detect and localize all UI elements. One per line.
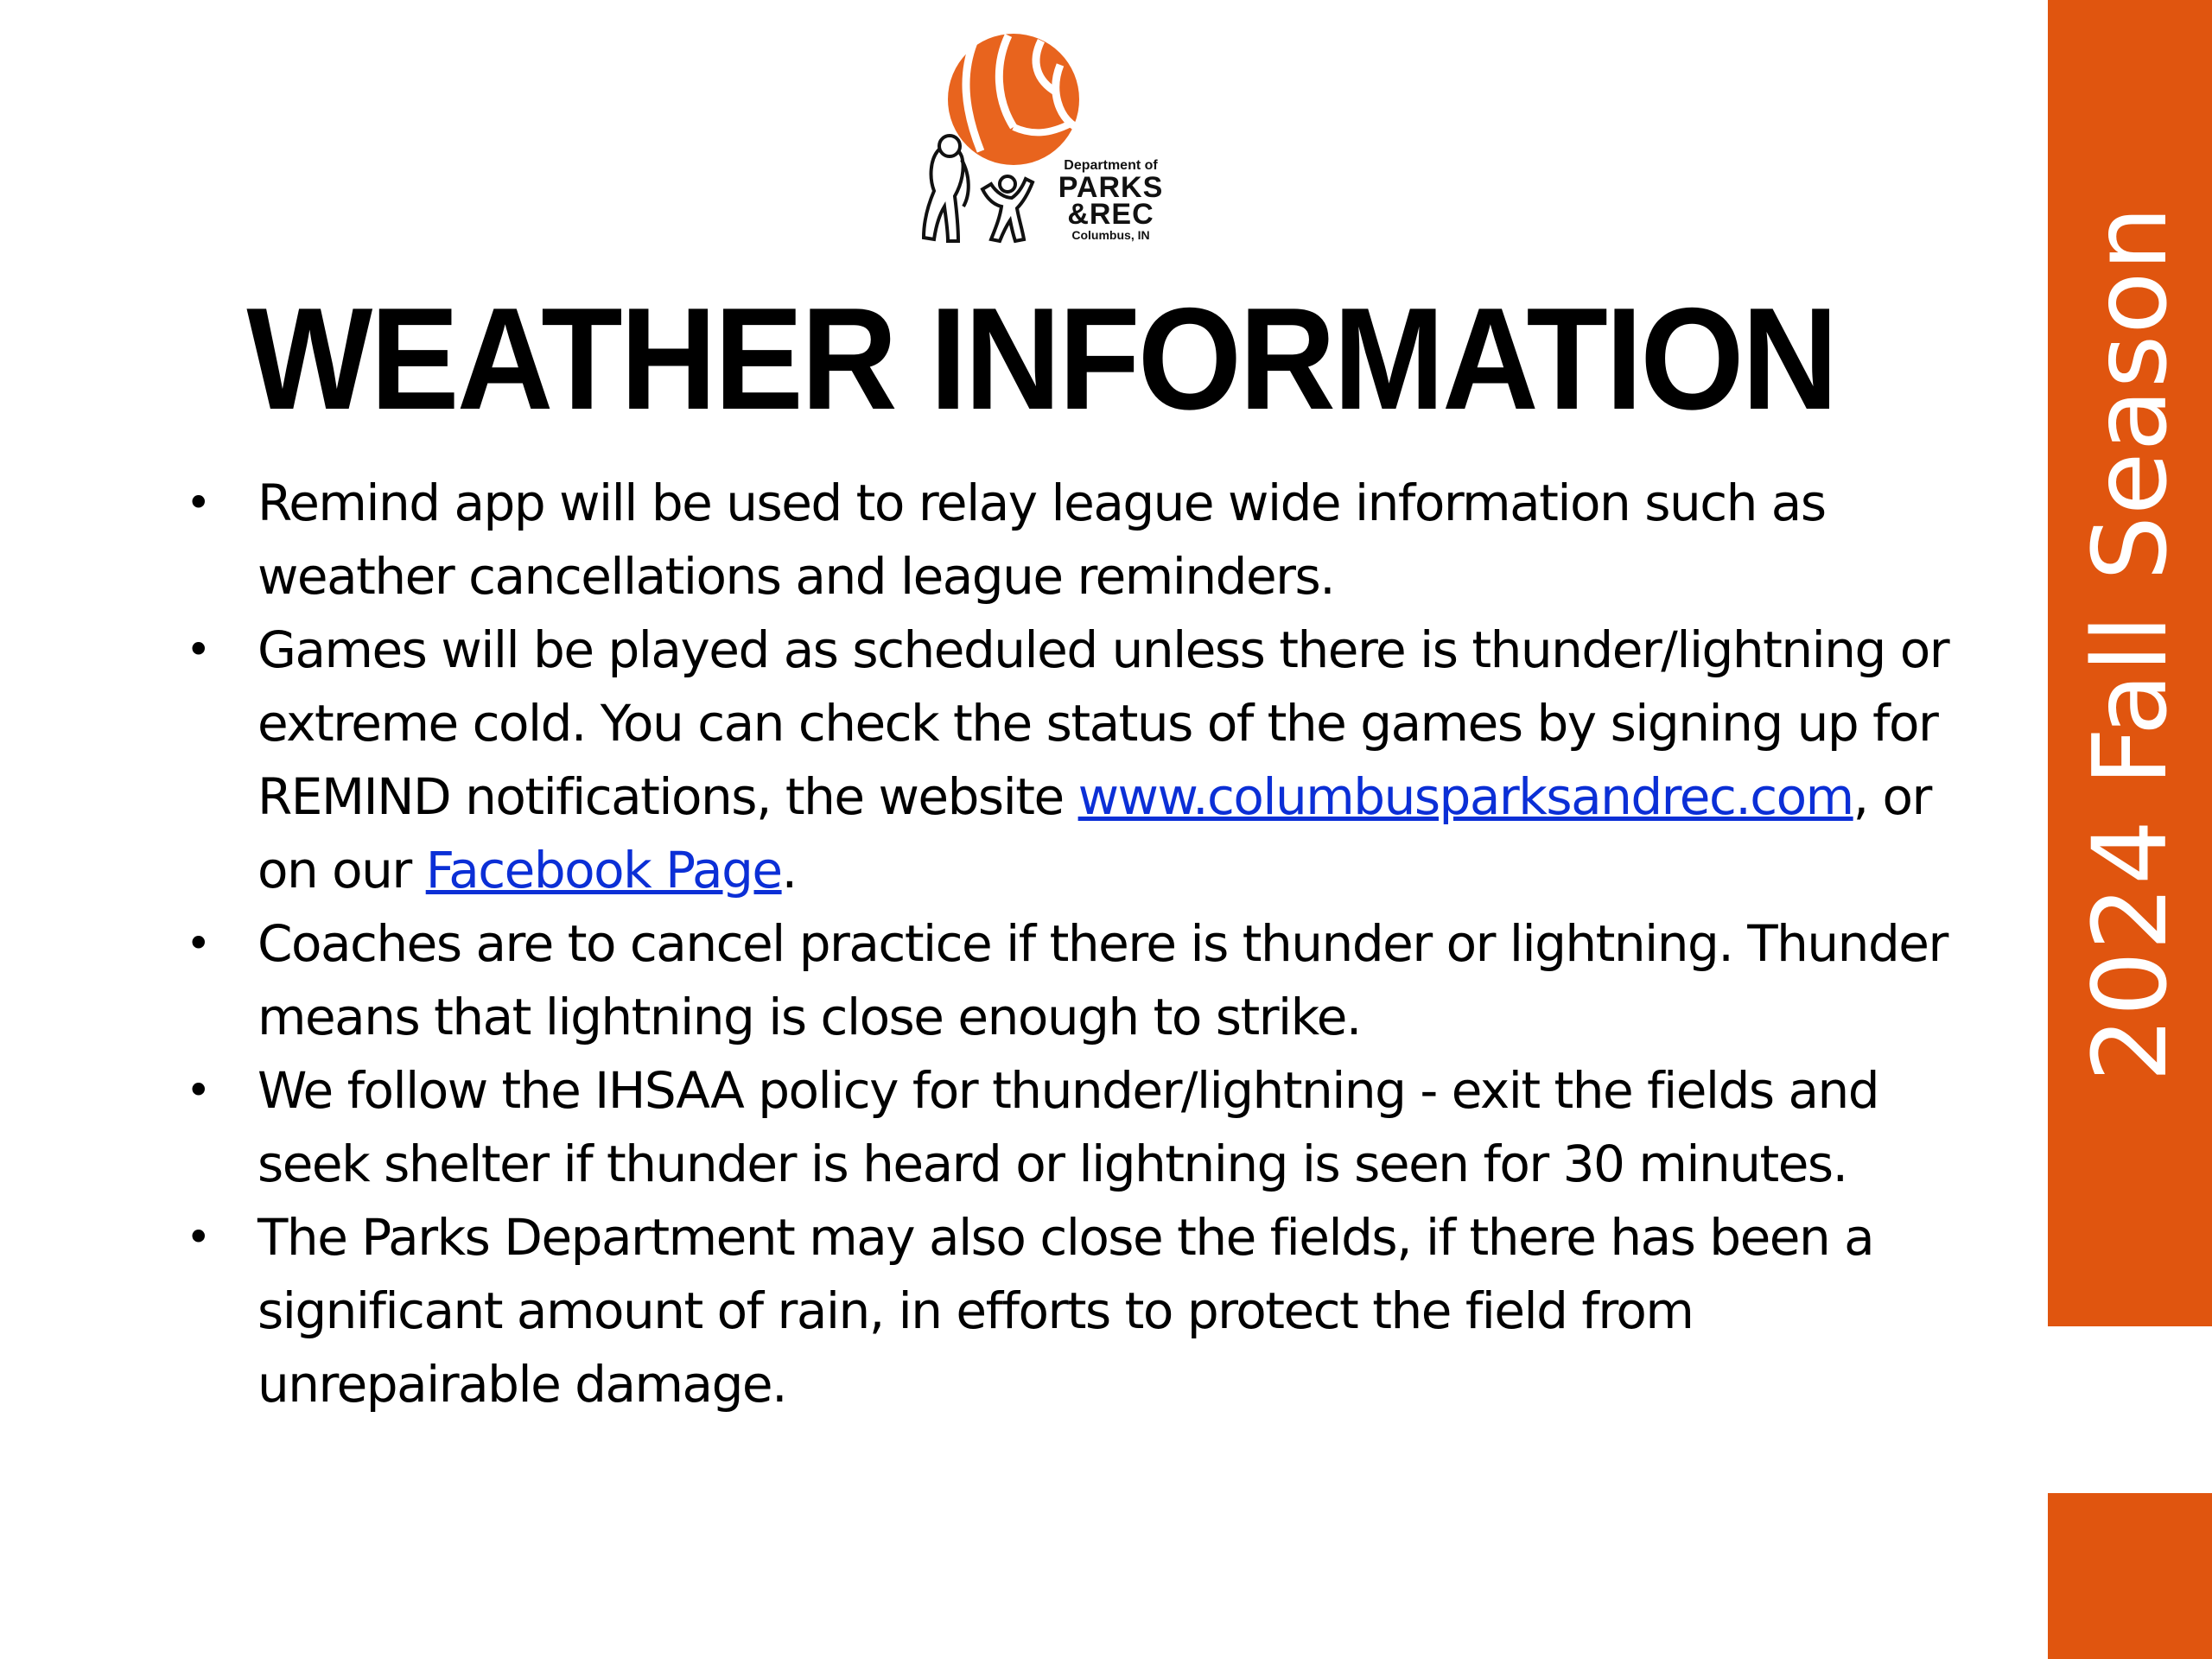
bullet-text: , or on our: [257, 767, 1931, 899]
bullet-icon: •: [186, 625, 210, 675]
page-title: WEATHER INFORMATION: [246, 277, 1836, 440]
logo-rec: [1044, 198, 1178, 231]
bullet-text: .: [781, 841, 797, 899]
logo-parks: PARKS: [1058, 171, 1164, 204]
side-band-gap: [2048, 1326, 2212, 1493]
list-item: [186, 467, 1992, 613]
bullet-text: Games will be played as scheduled unless there is thunder/lightning or extreme cold. You can check the status of the games by signing up for REMIND notifications, the website: [257, 620, 1949, 826]
bullet-icon: •: [186, 918, 210, 969]
list-item: [186, 907, 1992, 1054]
bullet-icon: •: [186, 1212, 210, 1262]
logo-ampersand: &: [1067, 198, 1090, 231]
logo-city: Columbus, IN: [1071, 228, 1150, 242]
bullet-text: The Parks Department may also close the fields, if there has been a significant amount of rain, in efforts to protect the field from unrepairable damage.: [257, 1208, 1874, 1414]
list-item: [186, 1201, 1992, 1421]
bullet-text: Remind app will be used to relay league wide information such as weather cancellations and league reminders.: [257, 474, 1826, 606]
logo-text: [1044, 158, 1178, 243]
bullet-icon: •: [186, 1065, 210, 1116]
season-label: 2024 Fall Season: [2070, 205, 2190, 1083]
logo-rec-word: REC: [1089, 198, 1154, 231]
bullet-text: We follow the IHSAA policy for thunder/lightning - exit the fields and seek shelter if thunder is heard or lightning is seen for 30 minutes.: [257, 1061, 1879, 1193]
list-item: [186, 613, 1992, 907]
facebook-page-link[interactable]: Facebook Page: [425, 841, 782, 899]
logo-department-of: Department of: [1064, 158, 1158, 173]
bullet-icon: •: [186, 478, 210, 528]
side-band-bottom: [2048, 1493, 2212, 1659]
website-link[interactable]: www.columbusparksandrec.com: [1077, 767, 1853, 826]
list-item: [186, 1054, 1992, 1201]
bullet-list: [186, 467, 1992, 1421]
bullet-text: Coaches are to cancel practice if there is thunder or lightning. Thunder means that lightning is close enough to strike.: [257, 914, 1948, 1046]
